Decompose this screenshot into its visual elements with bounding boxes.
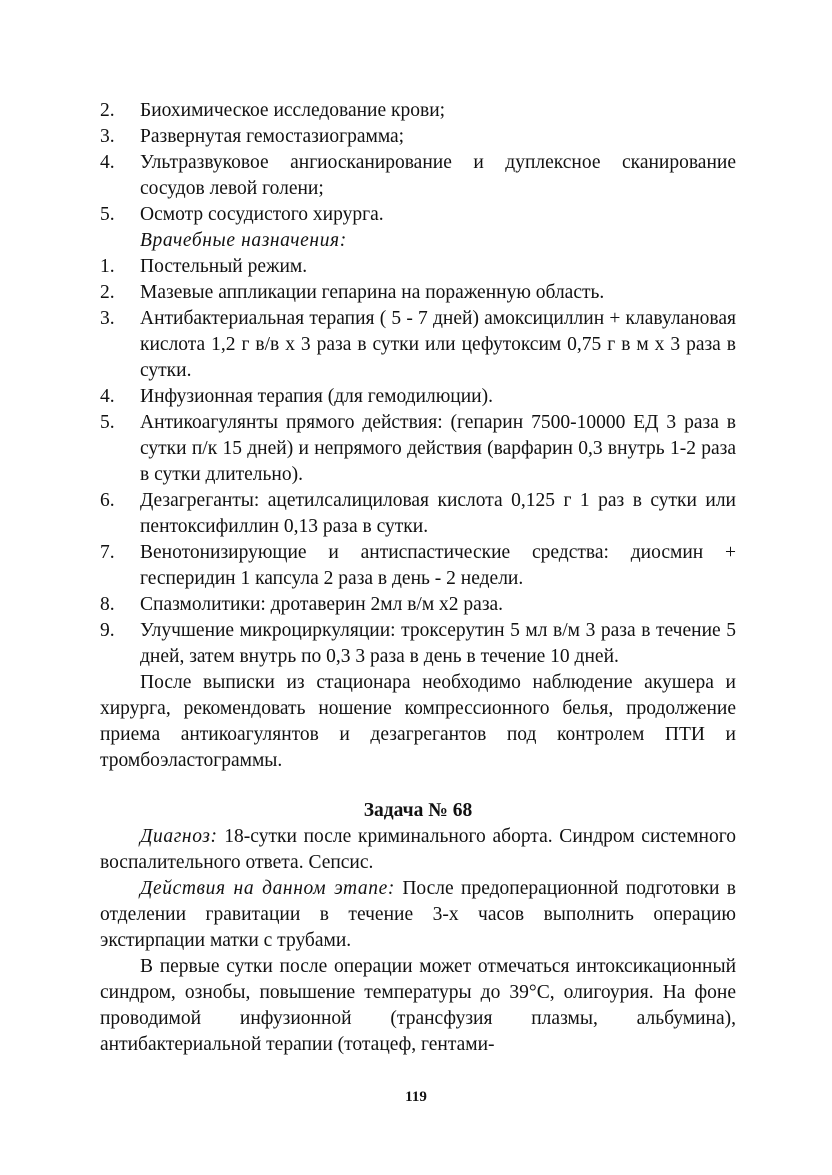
list-item [100,306,736,384]
list-item-number: 6. [100,490,115,511]
list-item [100,384,736,410]
list-item [100,254,736,280]
list-item-number: 1. [100,256,115,277]
list-item [100,410,736,488]
prescriptions-list [100,254,736,670]
list-item-number: 2. [100,100,115,121]
list-item [100,150,736,202]
list-item-text: Улучшение микроциркуляции: троксерутин 5 мл в/м 3 раза в течение 5 дней, затем внутрь по 0,3 3 раза в день в течение 10 дней. [140,620,736,667]
list-item [100,98,736,124]
list-item-number: 7. [100,542,115,563]
list-item-text: Инфузионная терапия (для гемодилюции). [140,386,493,407]
list-item [100,540,736,592]
list-item-number: 2. [100,282,115,303]
list-item-text: Осмотр сосудистого хирурга. [140,204,384,225]
list-item-text: Постельный режим. [140,256,308,277]
list-item-text: Спазмолитики: дротаверин 2мл в/м х2 раза. [140,594,504,615]
exam-list [100,98,736,228]
list-item [100,124,736,150]
list-item [100,202,736,228]
list-item-number: 5. [100,204,115,225]
actions-paragraph [100,876,736,954]
list-item-text: Биохимическое исследование крови; [140,100,446,121]
diagnosis-label: Диагноз: [140,826,218,847]
prescriptions-heading: Врачебные назначения: [140,230,347,251]
list-item-number: 4. [100,152,115,173]
discharge-paragraph: После выписки из стационара необходимо наблюдение акушера и хирурга, рекомендовать ношение компрессионного белья, продолжение приема антикоагулянтов и дезагрегантов под контролем ПТИ и тромбоэластограммы. [100,672,736,771]
list-item [100,280,736,306]
list-item-text: Антибактериальная терапия ( 5 - 7 дней) амоксициллин + клавулановая кислота 1,2 г в/в х 3 раза в сутки или цефутоксим 0,75 г в м х 3 раза в сутки. [140,308,736,381]
list-item-number: 5. [100,412,115,433]
list-item-text: Развернутая гемостазиограмма; [140,126,405,147]
list-item [100,488,736,540]
actions-text: После предоперационной подготовки в отделении гравитации в течение 3-х часов выполнить операцию экстирпации матки с трубами. [100,878,736,951]
list-item-number: 4. [100,386,115,407]
list-item-text: Мазевые аппликации гепарина на пораженную область. [140,282,605,303]
diagnosis-paragraph [100,824,736,876]
list-item-number: 8. [100,594,115,615]
list-item-number: 3. [100,126,115,147]
list-item-number: 9. [100,620,115,641]
page-number: 119 [405,1089,427,1105]
list-item-text: Венотонизирующие и антиспастические средства: диосмин + гесперидин 1 капсула 2 раза в день - 2 недели. [140,542,736,589]
postop-paragraph: В первые сутки после операции может отмечаться интоксикационный синдром, ознобы, повышение температуры до 39°С, олигоурия. На фоне проводимой инфузионной (трансфузия плазмы, альбумина), антибактериальной терапии (тотацеф, гентами- [100,956,736,1055]
list-item-text: Ультразвуковое ангиосканирование и дуплексное сканирование сосудов левой голени; [140,152,736,199]
list-item-number: 3. [100,308,115,329]
list-item [100,618,736,670]
list-item [100,592,736,618]
list-item-text: Дезагреганты: ацетилсалициловая кислота 0,125 г 1 раз в сутки или пентоксифиллин 0,13 раза в сутки. [140,490,736,537]
page-body [100,98,736,1058]
task-title: Задача № 68 [363,800,473,821]
list-item-text: Антикоагулянты прямого действия: (гепарин 7500-10000 ЕД 3 раза в сутки п/к 15 дней) и непрямого действия (варфарин 0,3 внутрь 1-2 раза в сутки длительно). [140,412,736,485]
actions-label: Действия на данном этапе: [140,878,395,899]
diagnosis-text: 18-сутки после криминального аборта. Синдром системного воспалительного ответа. Сепсис. [100,826,736,873]
